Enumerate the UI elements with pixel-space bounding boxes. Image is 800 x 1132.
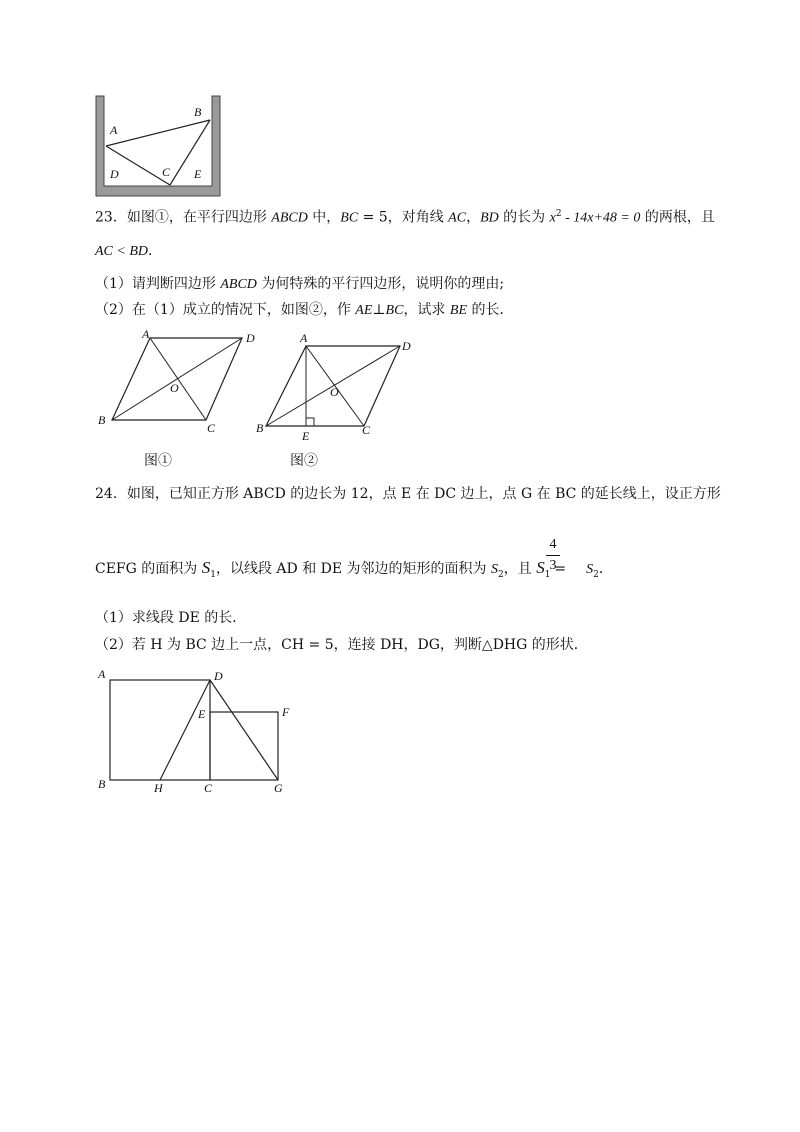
label-C: C xyxy=(162,165,171,179)
label-C: C xyxy=(362,423,371,437)
label-D: D xyxy=(214,669,223,683)
q23-line1: 23．如图①，在平行四边形 ABCD 中，BC = 5，对角线 AC，BD 的长为 $x^2 - 14x+48 = 0$ 的两根，且 xyxy=(95,209,715,226)
label-B: B xyxy=(256,421,264,435)
label-B: B xyxy=(194,105,202,119)
q23-part2: （2）在（1）成立的情况下，如图②，作 AE⊥BC，试求 BE 的长． xyxy=(95,302,514,318)
label-D: D xyxy=(246,331,255,345)
label-H: H xyxy=(154,781,163,795)
figure-1-parallelogram xyxy=(92,326,272,441)
label-A: A xyxy=(300,331,308,345)
figure-2-parallelogram-altitude xyxy=(252,330,427,445)
q24-part2: （2）若 H 为 BC 边上一点，CH = 5，连接 DH，DG，判断△DHG 的形状． xyxy=(95,637,588,653)
label-E: E xyxy=(302,429,310,443)
label-C: C xyxy=(204,781,213,795)
label-A: A xyxy=(142,327,150,341)
figure-container-triangle xyxy=(90,92,230,202)
label-A: A xyxy=(110,123,118,137)
label-C: C xyxy=(207,421,216,435)
label-O: O xyxy=(330,385,339,399)
label-A: A xyxy=(98,667,106,681)
label-B: B xyxy=(98,777,106,791)
figure-square-rectangle xyxy=(92,664,302,798)
label-G: G xyxy=(274,781,283,795)
q24-line1: 24．如图，已知正方形 ABCD 的边长为 12，点 E 在 DC 边上，点 G 在 BC 的延长线上，设正方形 xyxy=(95,486,721,502)
q24-line2: CEFG 的面积为 $S_1$，以线段 AD 和 DE 为邻边的矩形的面积为 $S_2$，且 $S_1 = S_2$． xyxy=(95,558,613,580)
figure-2-caption: 图② xyxy=(290,453,318,469)
q24-part1: （1）求线段 DE 的长． xyxy=(95,610,247,626)
q23-part1: （1）请判断四边形 ABCD 为何特殊的平行四边形，说明你的理由; xyxy=(95,276,505,292)
label-E: E xyxy=(198,707,206,721)
fraction-4-3: 4 3 xyxy=(546,537,560,574)
label-D: D xyxy=(402,339,411,353)
label-D: D xyxy=(110,167,119,181)
label-O: O xyxy=(170,381,179,395)
figure-1-caption: 图① xyxy=(144,453,172,469)
label-E: E xyxy=(194,167,202,181)
label-B: B xyxy=(98,413,106,427)
label-F: F xyxy=(282,705,290,719)
q23-line2: AC < BD． xyxy=(95,243,162,259)
